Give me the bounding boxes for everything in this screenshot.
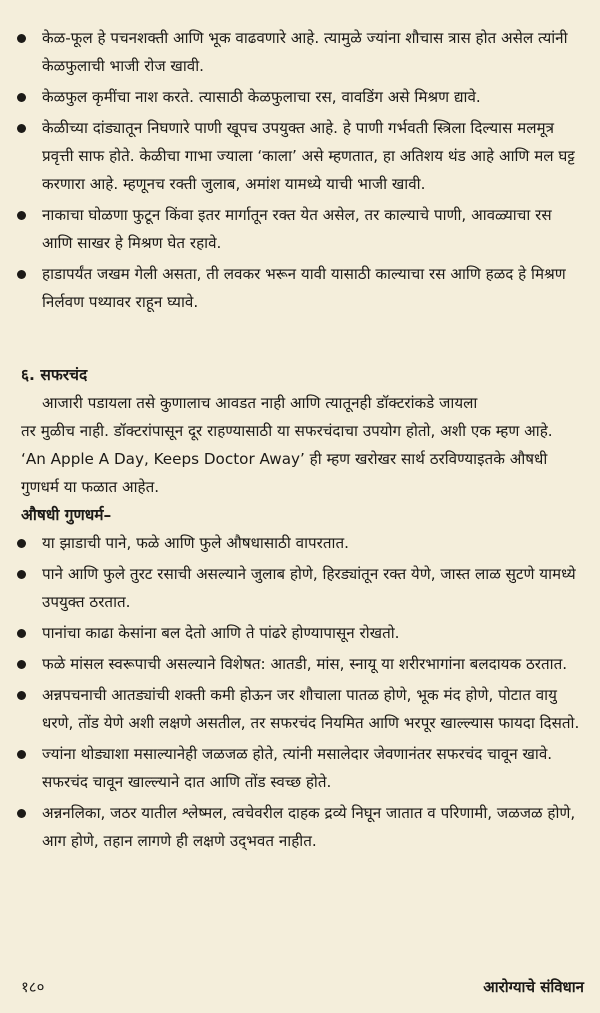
bullet-dot-icon [17, 539, 26, 548]
bullet-dot-icon [17, 691, 26, 700]
bullet-item [0, 560, 600, 616]
bullet-item [0, 83, 600, 111]
bullet-dot-icon [17, 750, 26, 759]
bullet-dot-icon [17, 660, 26, 669]
bullet-item [0, 114, 600, 198]
bullet-dot-icon [17, 211, 26, 220]
section-heading: ६. सफरचंद [21, 366, 88, 384]
paragraph-rest: तर मुळीच नाही. डॉक्टरांपासून दूर राहण्यासाठी या सफरचंदाचा उपयोग होतो, अशी एक म्हण आहे. ‘An Apple A Day, Keeps Doctor Away’ ही म्हण खरोखर सार्थ ठरविण्याइतके औषधी गुणधर्म या फळात आहेत. [21, 422, 553, 496]
page-content [0, 24, 600, 858]
bullet-text: अन्ननलिका, जठर यातील श्लेष्मल, त्वचेवरील दाहक द्रव्ये निघून जातात व परिणामी, जळजळ होणे, आग होणे, तहान लागणे ही लक्षणे उद्‌भवत नाहीत. [42, 804, 576, 850]
page-number: १८० [21, 978, 45, 996]
bullet-text: हाडापर्यंत जखम गेली असता, ती लवकर भरून यावी यासाठी काल्याचा रस आणि हळद हे मिश्रण निर्लवण पथ्यावर राहून घ्यावे. [42, 265, 566, 311]
bullet-dot-icon [17, 570, 26, 579]
bullet-dot-icon [17, 124, 26, 133]
bullet-item [0, 799, 600, 855]
section-spacer [0, 319, 600, 361]
section-paragraph-continued [0, 417, 600, 501]
page-footer [0, 977, 600, 1005]
bullet-text: ज्यांना थोड्याशा मसाल्यानेही जळजळ होते, त्यांनी मसालेदार जेवणानंतर सफरचंद चावून खावे. सफरचंद चावून खाल्ल्याने दात आणि तोंड स्वच्छ होते. [42, 745, 553, 791]
bullet-dot-icon [17, 93, 26, 102]
book-title: आरोग्याचे संविधान [483, 978, 584, 996]
bullet-item [0, 650, 600, 678]
bullet-text: या झाडाची पाने, फळे आणि फुले औषधासाठी वापरतात. [42, 534, 349, 552]
bullet-text: पाने आणि फुले तुरट रसाची असल्याने जुलाब होणे, हिरड्यांतून रक्त येणे, जास्त लाळ सुटणे यामध्ये उपयुक्त ठरतात. [42, 565, 576, 611]
bullet-text: केळीच्या दांड्यातून निघणारे पाणी खूपच उपयुक्त आहे. हे पाणी गर्भवती स्त्रिला दिल्यास मलमूत्र प्रवृत्ती साफ होते. केळीचा गाभा ज्याला ‘काला’ असे म्हणतात, हा अतिशय थंड आहे आणि मल घट्ट करणारा आहे. म्हणूनच रक्ती जुलाब, अमांश यामध्ये याची भाजी खावी. [42, 119, 575, 193]
bullet-item [0, 201, 600, 257]
bullet-dot-icon [17, 34, 26, 43]
bullet-text: केळफुल कृमींचा नाश करते. त्यासाठी केळफुलाचा रस, वावडिंग असे मिश्रण द्यावे. [42, 88, 481, 106]
bullet-text: केळ-फूल हे पचनशक्ती आणि भूक वाढवणारे आहे. त्यामुळे ज्यांना शौचास त्रास होत असेल त्यांनी केळफुलाची भाजी रोज खावी. [42, 29, 568, 75]
bullet-dot-icon [17, 270, 26, 279]
bullet-dot-icon [17, 629, 26, 638]
paragraph-first-line: आजारी पडायला तसे कुणालाच आवडत नाही आणि त्यातूनही डॉक्टरांकडे जायला [42, 394, 478, 412]
subheading-medicinal-properties: औषधी गुणधर्म– [21, 506, 112, 524]
bullet-item [0, 619, 600, 647]
bullet-text: फळे मांसल स्वरूपाची असल्याने विशेषत: आतडी, मांस, स्नायू या शरीरभागांना बलदायक ठरतात. [42, 655, 568, 673]
bullet-item [0, 529, 600, 557]
bullet-text: अन्नपचनाची आतड्यांची शक्ती कमी होऊन जर शौचाला पातळ होणे, भूक मंद होणे, पोटात वायु धरणे, तोंड येणे अशी लक्षणे असतील, तर सफरचंद नियमित आणि भरपूर खाल्ल्यास फायदा दिसतो. [42, 686, 580, 732]
bullet-item [0, 260, 600, 316]
section-paragraph [0, 389, 600, 417]
bullet-item [0, 681, 600, 737]
bullet-item [0, 740, 600, 796]
bullet-dot-icon [17, 809, 26, 818]
bullet-text: पानांचा काढा केसांना बल देतो आणि ते पांढरे होण्यापासून रोखतो. [42, 624, 400, 642]
bullet-text: नाकाचा घोळणा फुटून किंवा इतर मार्गातून रक्त येत असेल, तर काल्याचे पाणी, आवळ्याचा रस आणि साखर हे मिश्रण घेत रहावे. [42, 206, 552, 252]
bullet-item [0, 24, 600, 80]
